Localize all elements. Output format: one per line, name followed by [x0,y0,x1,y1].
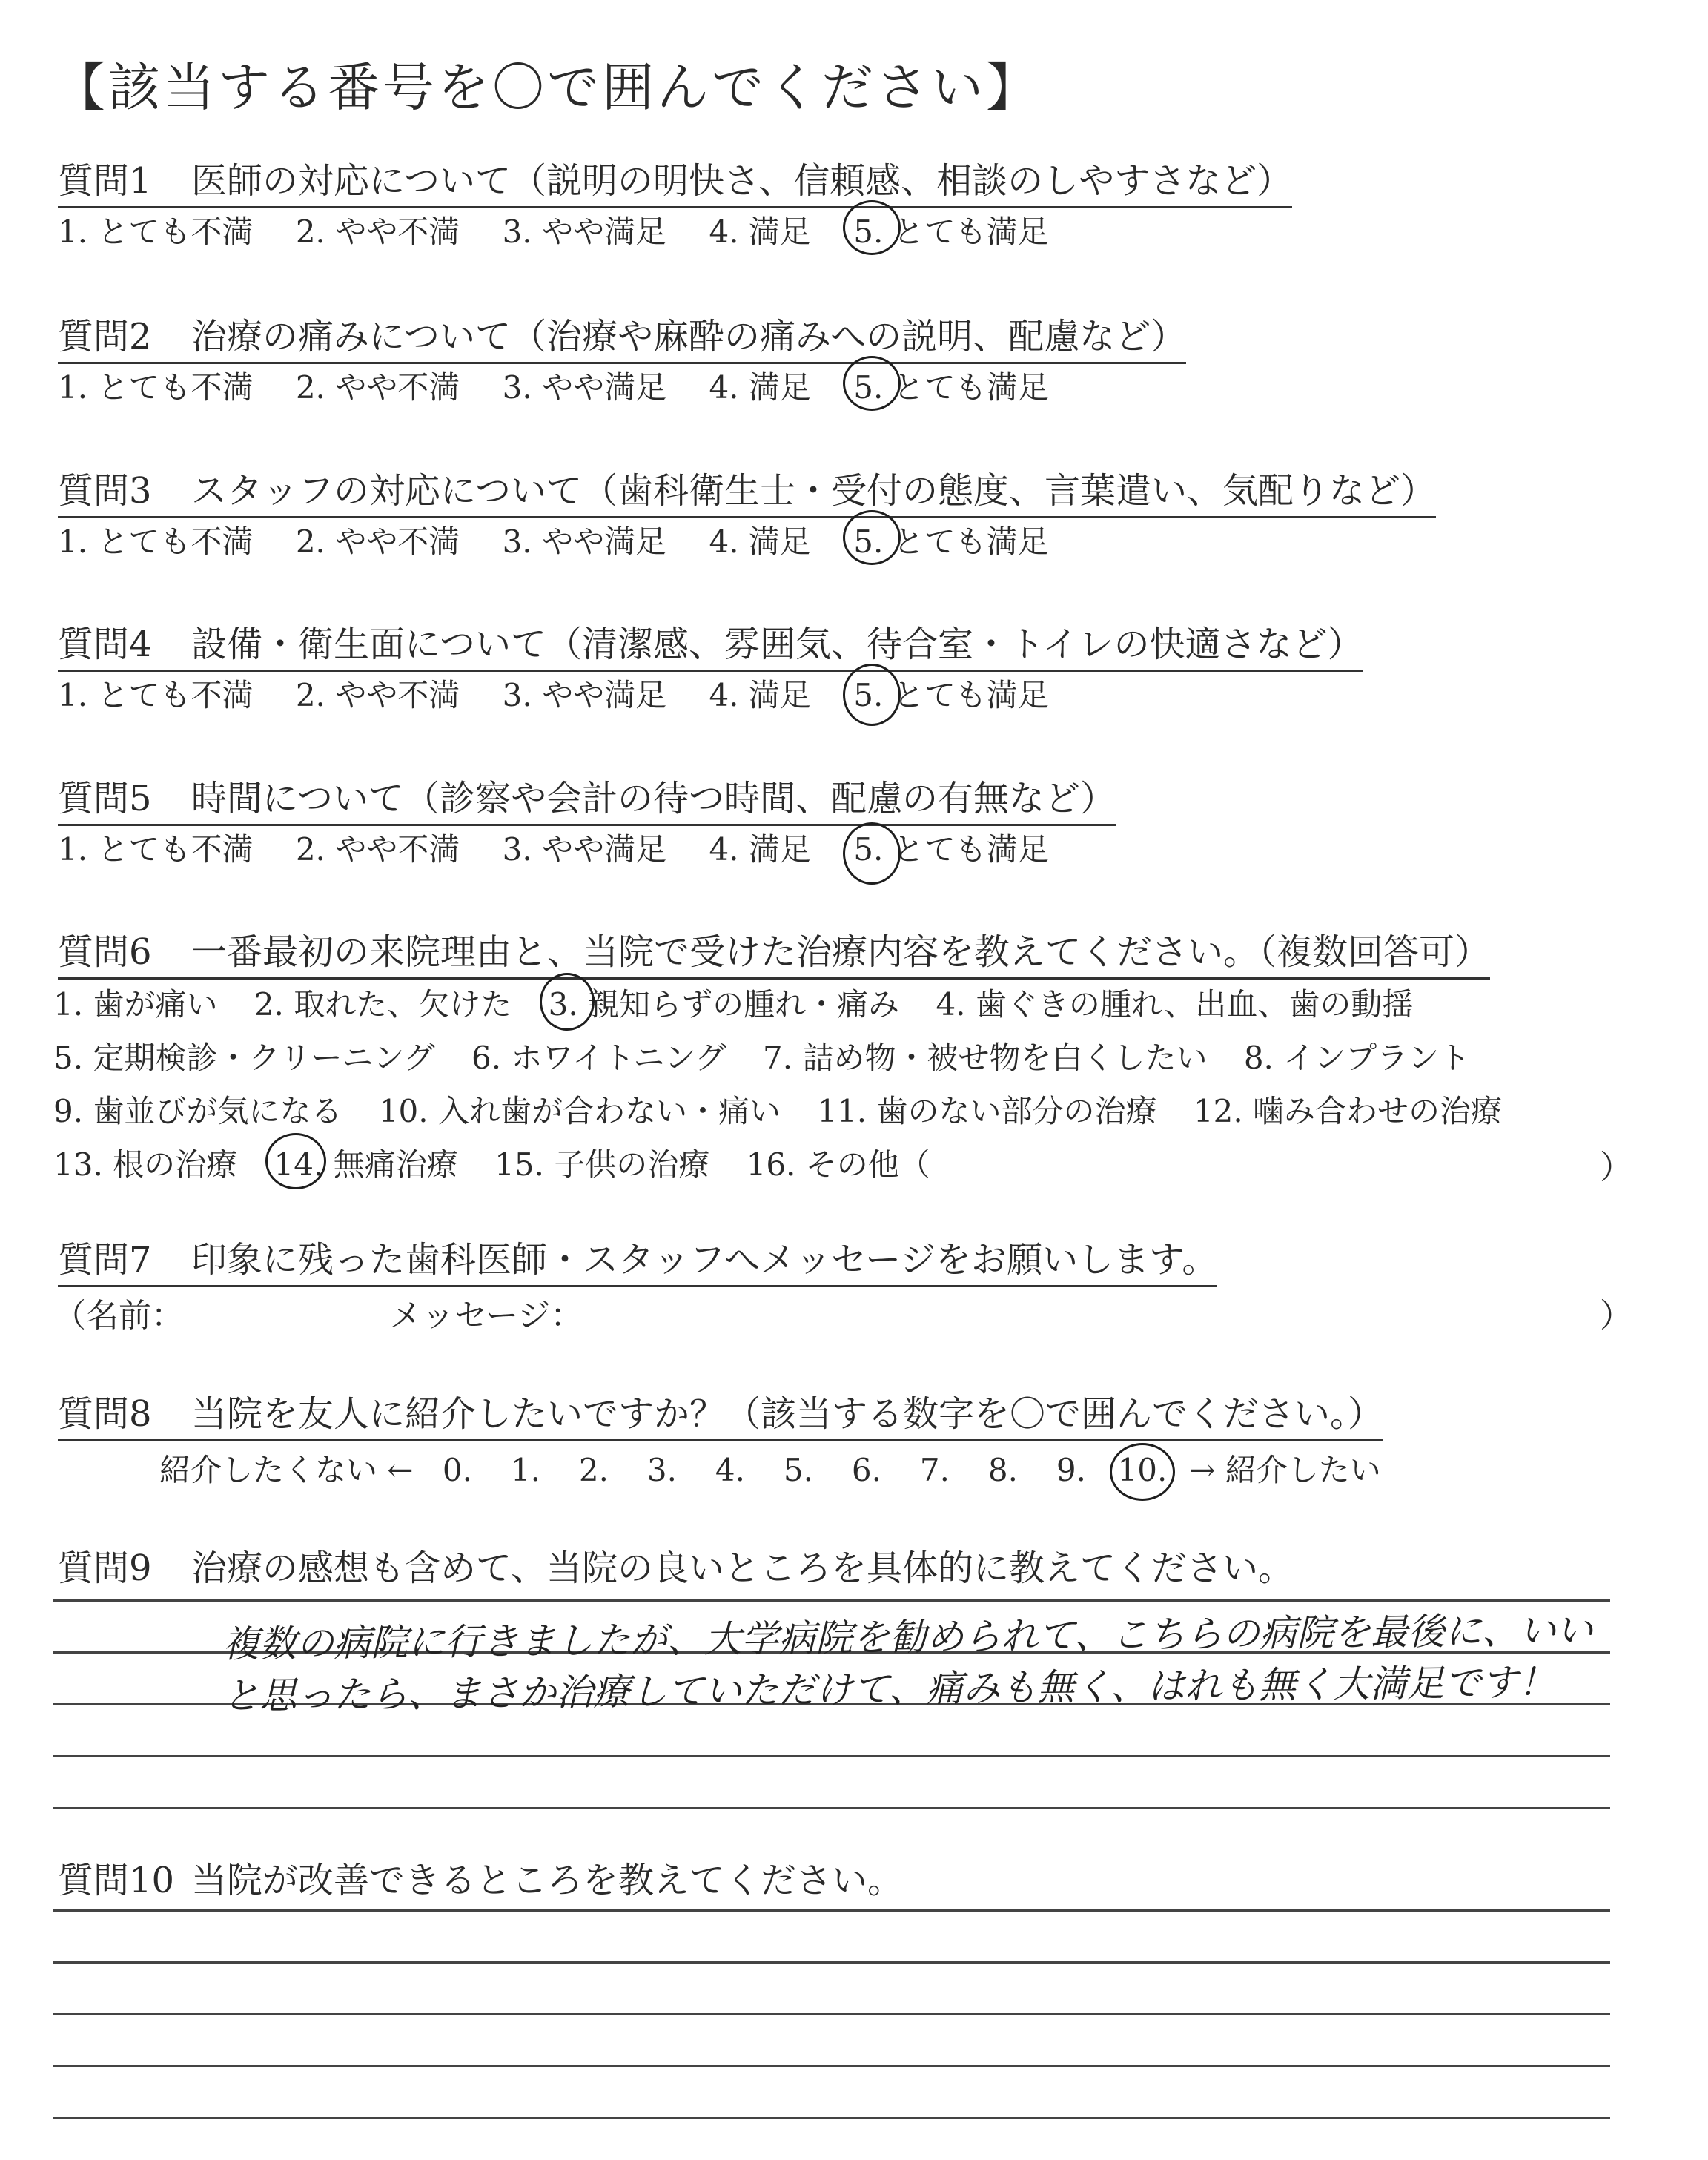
handwritten-answer-line-2: と思ったら、まさか治療していただけて、痛みも無く、はれも無く大満足です！ [222,1660,1556,1718]
answer-line [53,2117,1610,2119]
question-number: 質問1 [58,160,152,202]
scale-10-selected[interactable]: 10. [1105,1452,1179,1488]
scale-8[interactable]: 8. [987,1452,1018,1488]
question-2-options [58,363,1082,408]
option-1[interactable]: 1. とても不満 [58,677,254,713]
question-5-options [58,825,1082,870]
option-16[interactable]: 16. その他（ [746,1146,930,1183]
question-7 [58,1231,1217,1287]
option-5-selected[interactable]: 5. とても満足 [853,671,1048,716]
scale-4[interactable]: 4. [715,1452,745,1488]
option-5-selected[interactable]: 5. とても満足 [853,825,1048,870]
question-10-title: 質問10 当院が改善できるところを教えてください。 [58,1860,904,1901]
question-9-title: 質問9 治療の感想も含めて、当院の良いところを具体的に教えてください。 [58,1548,1294,1589]
option-1[interactable]: 1. とても不満 [58,369,254,406]
question-3 [58,462,1436,518]
option-3-selected[interactable]: 3. 親知らずの腫れ・痛み [549,980,899,1025]
question-7-title: 質問7 印象に残った歯科医師・スタッフへメッセージをお願いします。 [58,1231,1217,1287]
question-4-title: 質問4 設備・衛生面について（清潔感、雰囲気、待合室・トイレの快適さなど） [58,615,1363,672]
option-2[interactable]: 2. やや不満 [295,677,460,713]
message-close-paren: ） [1600,1297,1632,1335]
name-label: （名前： [53,1297,184,1335]
recommend-scale [159,1446,1381,1490]
option-4[interactable]: 4. 満足 [709,369,811,406]
option-1[interactable]: 1. 歯が痛い [53,986,218,1023]
option-6[interactable]: 6. ホワイトニング [471,1040,726,1076]
question-4-options [58,671,1082,716]
option-2[interactable]: 2. やや不満 [295,831,460,868]
option-12[interactable]: 12. 噛み合わせの治療 [1193,1093,1503,1129]
option-2[interactable]: 2. やや不満 [295,214,460,250]
scale-0[interactable]: 0. [442,1452,472,1488]
answer-line [53,2013,1610,2015]
option-7[interactable]: 7. 詰め物・被せ物を白くしたい [763,1040,1208,1076]
option-9[interactable]: 9. 歯並びが気になる [53,1093,342,1129]
question-1-title [58,152,1292,208]
scale-3[interactable]: 3. [646,1452,677,1488]
question-8 [58,1385,1383,1441]
option-10[interactable]: 10. 入れ歯が合わない・痛い [378,1093,781,1129]
option-3[interactable]: 3. やや満足 [502,831,667,868]
option-4[interactable]: 4. 満足 [709,524,811,560]
scale-2[interactable]: 2. [578,1452,609,1488]
question-5 [58,770,1116,826]
option-1[interactable]: 1. とても不満 [58,831,254,868]
option-1[interactable]: 1. とても不満 [58,214,254,250]
question-9 [58,1539,1294,1591]
message-label: メッセージ： [389,1297,583,1335]
question-2 [58,308,1186,364]
option-4[interactable]: 4. 満足 [709,831,811,868]
question-1-options [58,208,1082,252]
handwritten-answer-line-1: 複数の病院に行きましたが、大学病院を勧められて、こちらの病院を最後に、いい [222,1608,1594,1666]
answer-line [53,1755,1610,1757]
question-6-row-1 [53,980,1440,1025]
option-5-selected[interactable]: 5. とても満足 [853,363,1048,408]
option-11[interactable]: 11. 歯のない部分の治療 [817,1093,1157,1129]
question-10 [58,1852,903,1903]
option-2[interactable]: 2. 取れた、欠けた [254,986,512,1023]
scale-9[interactable]: 9. [1056,1452,1086,1488]
scale-left-label: 紹介したくない ← [159,1452,414,1488]
question-3-options [58,518,1082,562]
scale-6[interactable]: 6. [851,1452,881,1488]
scale-5[interactable]: 5. [783,1452,813,1488]
other-close-paren: ） [1600,1149,1632,1186]
question-6-title: 質問6 一番最初の来院理由と、当院で受けた治療内容を教えてください。（複数回答可） [58,923,1490,980]
option-8[interactable]: 8. インプラント [1243,1040,1471,1076]
scale-1[interactable]: 1. [510,1452,540,1488]
question-4 [58,615,1363,672]
option-3[interactable]: 3. やや満足 [502,214,667,250]
option-2[interactable]: 2. やや不満 [295,524,460,560]
question-text: 医師の対応について（説明の明快さ、信頼感、相談のしやすさなど） [191,160,1293,202]
question-3-title: 質問3 スタッフの対応について（歯科衛生士・受付の態度、言葉遣い、気配りなど） [58,462,1436,518]
answer-line [53,1599,1610,1602]
answer-line [53,1807,1610,1809]
option-14-selected[interactable]: 14. 無痛治療 [274,1140,458,1185]
question-6 [58,923,1490,980]
option-5-selected[interactable]: 5. とても満足 [853,208,1048,252]
option-5-selected[interactable]: 5. とても満足 [853,518,1048,562]
question-1 [58,152,1292,208]
question-8-title: 質問8 当院を友人に紹介したいですか？（該当する数字を〇で囲んでください。） [58,1385,1383,1441]
option-2[interactable]: 2. やや不満 [295,369,460,406]
answer-line [53,2065,1610,2067]
option-13[interactable]: 13. 根の治療 [53,1146,238,1183]
scale-right-label: → 紹介したい [1189,1452,1381,1488]
option-4[interactable]: 4. 満足 [709,214,811,250]
question-2-title: 質問2 治療の痛みについて（治療や麻酔の痛みへの説明、配慮など） [58,308,1186,364]
answer-line [53,1909,1610,1912]
option-15[interactable]: 15. 子供の治療 [494,1146,710,1183]
question-6-row-4 [53,1140,957,1185]
question-5-title: 質問5 時間について（診察や会計の待つ時間、配慮の有無など） [58,770,1116,826]
scale-7[interactable]: 7. [919,1452,950,1488]
page-title: 【該当する番号を〇で囲んでください】 [53,57,1041,118]
option-3[interactable]: 3. やや満足 [502,677,667,713]
option-5[interactable]: 5. 定期検診・クリーニング [53,1040,435,1076]
option-3[interactable]: 3. やや満足 [502,369,667,406]
answer-line [53,1961,1610,1964]
option-4[interactable]: 4. 満足 [709,677,811,713]
option-1[interactable]: 1. とても不満 [58,524,254,560]
question-6-row-2 [53,1034,1497,1078]
question-6-row-3 [53,1087,1529,1132]
option-4[interactable]: 4. 歯ぐきの腫れ、出血、歯の動揺 [936,986,1414,1023]
option-3[interactable]: 3. やや満足 [502,524,667,560]
